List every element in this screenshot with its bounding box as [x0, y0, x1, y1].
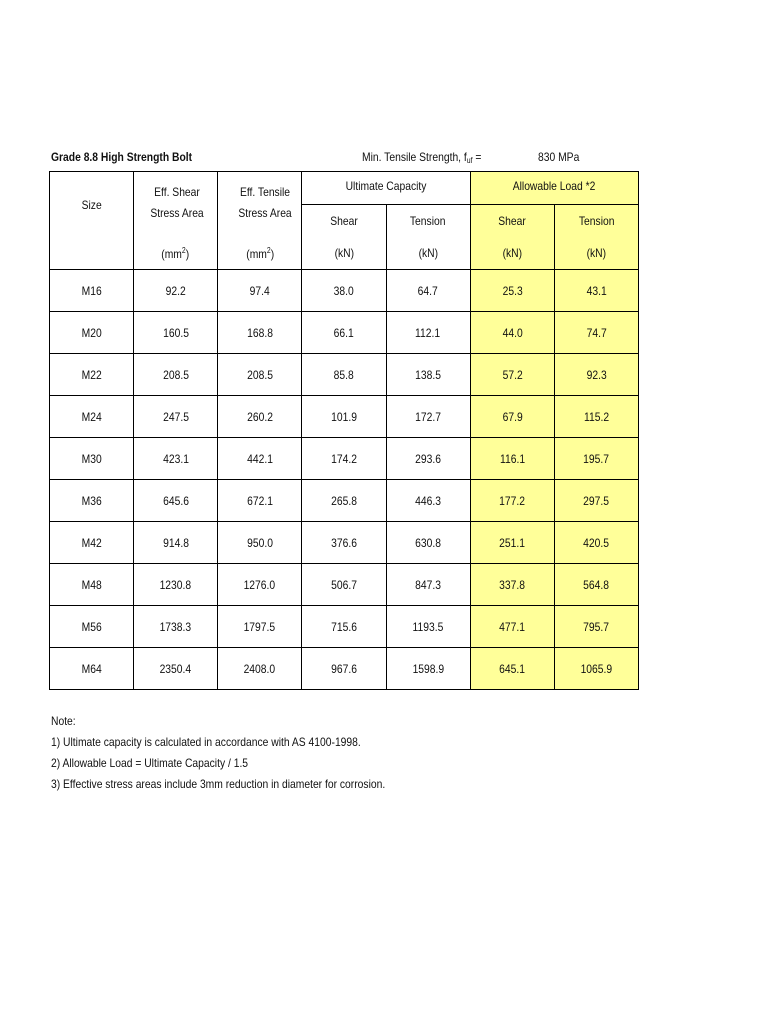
- table-row: [50, 480, 639, 522]
- ultimate-shear-cell: 376.6: [302, 522, 386, 564]
- ultimate-shear-cell: 715.6: [302, 606, 386, 648]
- page-title: Grade 8.8 High Strength Bolt: [51, 150, 193, 164]
- shear-area-unit: $(mm^2)$: [134, 238, 218, 270]
- table-row: [50, 396, 639, 438]
- ultimate-tension-cell: 112.1: [386, 312, 470, 354]
- tensile-area-cell: 672.1: [218, 480, 302, 522]
- size-cell: M64: [50, 648, 134, 690]
- size-cell: M56: [50, 606, 134, 648]
- allowable-load-header: Allowable Load *2: [470, 172, 638, 205]
- shear-area-cell: 1230.8: [134, 564, 218, 606]
- tensile-area-cell: 1797.5: [218, 606, 302, 648]
- ultimate-tension-cell: 1598.9: [386, 648, 470, 690]
- tensile-area-unit: $(mm^2)$: [218, 238, 302, 270]
- tensile-area-cell: 208.5: [218, 354, 302, 396]
- allowable-tension-cell: 564.8: [554, 564, 638, 606]
- ultimate-shear-cell: 174.2: [302, 438, 386, 480]
- ultimate-shear-cell: 101.9: [302, 396, 386, 438]
- allowable-shear-cell: 251.1: [470, 522, 554, 564]
- allowable-shear-cell: 57.2: [470, 354, 554, 396]
- note-item: 3) Effective stress areas include 3mm reduction in diameter for corrosion.: [51, 777, 386, 791]
- allowable-shear-cell: 116.1: [470, 438, 554, 480]
- ultimate-shear-cell: 85.8: [302, 354, 386, 396]
- allowable-tension-cell: 297.5: [554, 480, 638, 522]
- tensile-area-cell: 442.1: [218, 438, 302, 480]
- size-cell: M30: [50, 438, 134, 480]
- allowable-shear-cell: 177.2: [470, 480, 554, 522]
- ultimate-shear-cell: 506.7: [302, 564, 386, 606]
- allowable-shear-unit: (kN): [470, 238, 554, 270]
- strength-label-suffix: =: [472, 150, 482, 164]
- ultimate-shear-cell: 38.0: [302, 270, 386, 312]
- shear-area-cell: 247.5: [134, 396, 218, 438]
- allowable-shear-cell: 645.1: [470, 648, 554, 690]
- ultimate-tension-cell: 172.7: [386, 396, 470, 438]
- allowable-tension-cell: 420.5: [554, 522, 638, 564]
- ultimate-tension-cell: 446.3: [386, 480, 470, 522]
- allowable-tension-unit: (kN): [554, 238, 638, 270]
- ultimate-tension-cell: 630.8: [386, 522, 470, 564]
- ultimate-capacity-header: Ultimate Capacity: [302, 172, 470, 205]
- size-cell: M20: [50, 312, 134, 354]
- ultimate-tension-cell: 293.6: [386, 438, 470, 480]
- table-row: [50, 564, 639, 606]
- shear-area-cell: 160.5: [134, 312, 218, 354]
- table-row: [50, 270, 639, 312]
- strength-label-prefix: Min. Tensile Strength, f: [362, 150, 467, 164]
- size-cell: M42: [50, 522, 134, 564]
- min-tensile-strength-label: [362, 150, 481, 165]
- allowable-tension-cell: 43.1: [554, 270, 638, 312]
- tensile-area-cell: 1276.0: [218, 564, 302, 606]
- ultimate-tension-cell: 138.5: [386, 354, 470, 396]
- table-row: [50, 354, 639, 396]
- allowable-shear-cell: 67.9: [470, 396, 554, 438]
- table-row: [50, 438, 639, 480]
- tensile-area-cell: 950.0: [218, 522, 302, 564]
- allowable-shear-header: Shear: [470, 205, 554, 238]
- size-cell: M16: [50, 270, 134, 312]
- allowable-shear-cell: 44.0: [470, 312, 554, 354]
- allowable-tension-cell: 795.7: [554, 606, 638, 648]
- note-item: 1) Ultimate capacity is calculated in accordance with AS 4100-1998.: [51, 735, 361, 749]
- size-cell: M36: [50, 480, 134, 522]
- table-row: [50, 312, 639, 354]
- table-row: [50, 606, 639, 648]
- note-item: 2) Allowable Load = Ultimate Capacity / 1.5: [51, 756, 249, 770]
- allowable-tension-cell: 1065.9: [554, 648, 638, 690]
- ultimate-shear-cell: 66.1: [302, 312, 386, 354]
- tensile-area-cell: 168.8: [218, 312, 302, 354]
- ultimate-tension-cell: 1193.5: [386, 606, 470, 648]
- shear-area-header: Eff. Shear Stress Area: [134, 172, 218, 238]
- ultimate-tension-cell: 64.7: [386, 270, 470, 312]
- min-tensile-strength-value: 830 MPa: [538, 150, 580, 164]
- size-unit-cell: [50, 238, 134, 270]
- tensile-area-header: Eff. Tensile Stress Area: [218, 172, 302, 238]
- ultimate-tension-cell: 847.3: [386, 564, 470, 606]
- allowable-shear-cell: 337.8: [470, 564, 554, 606]
- table-row: [50, 648, 639, 690]
- ultimate-tension-header: Tension: [386, 205, 470, 238]
- shear-area-cell: 1738.3: [134, 606, 218, 648]
- shear-area-cell: 92.2: [134, 270, 218, 312]
- table-row: [50, 522, 639, 564]
- size-cell: M22: [50, 354, 134, 396]
- notes-heading: Note:: [51, 714, 76, 728]
- shear-area-cell: 645.6: [134, 480, 218, 522]
- tensile-area-cell: 97.4: [218, 270, 302, 312]
- size-cell: M48: [50, 564, 134, 606]
- size-cell: M24: [50, 396, 134, 438]
- tensile-area-cell: 2408.0: [218, 648, 302, 690]
- shear-area-cell: 914.8: [134, 522, 218, 564]
- ultimate-shear-cell: 265.8: [302, 480, 386, 522]
- ultimate-shear-header: Shear: [302, 205, 386, 238]
- allowable-tension-cell: 74.7: [554, 312, 638, 354]
- shear-area-cell: 208.5: [134, 354, 218, 396]
- ultimate-tension-unit: (kN): [386, 238, 470, 270]
- ultimate-shear-unit: (kN): [302, 238, 386, 270]
- bolt-capacity-table: [49, 171, 639, 690]
- shear-area-cell: 2350.4: [134, 648, 218, 690]
- ultimate-shear-cell: 967.6: [302, 648, 386, 690]
- shear-area-cell: 423.1: [134, 438, 218, 480]
- tensile-area-cell: 260.2: [218, 396, 302, 438]
- allowable-tension-header: Tension: [554, 205, 638, 238]
- allowable-tension-cell: 115.2: [554, 396, 638, 438]
- size-header: Size: [50, 172, 134, 238]
- notes-section: [51, 711, 385, 795]
- allowable-tension-cell: 195.7: [554, 438, 638, 480]
- allowable-tension-cell: 92.3: [554, 354, 638, 396]
- strength-label-subscript: uf: [466, 156, 473, 165]
- bolt-rows: [50, 270, 639, 690]
- allowable-shear-cell: 25.3: [470, 270, 554, 312]
- allowable-shear-cell: 477.1: [470, 606, 554, 648]
